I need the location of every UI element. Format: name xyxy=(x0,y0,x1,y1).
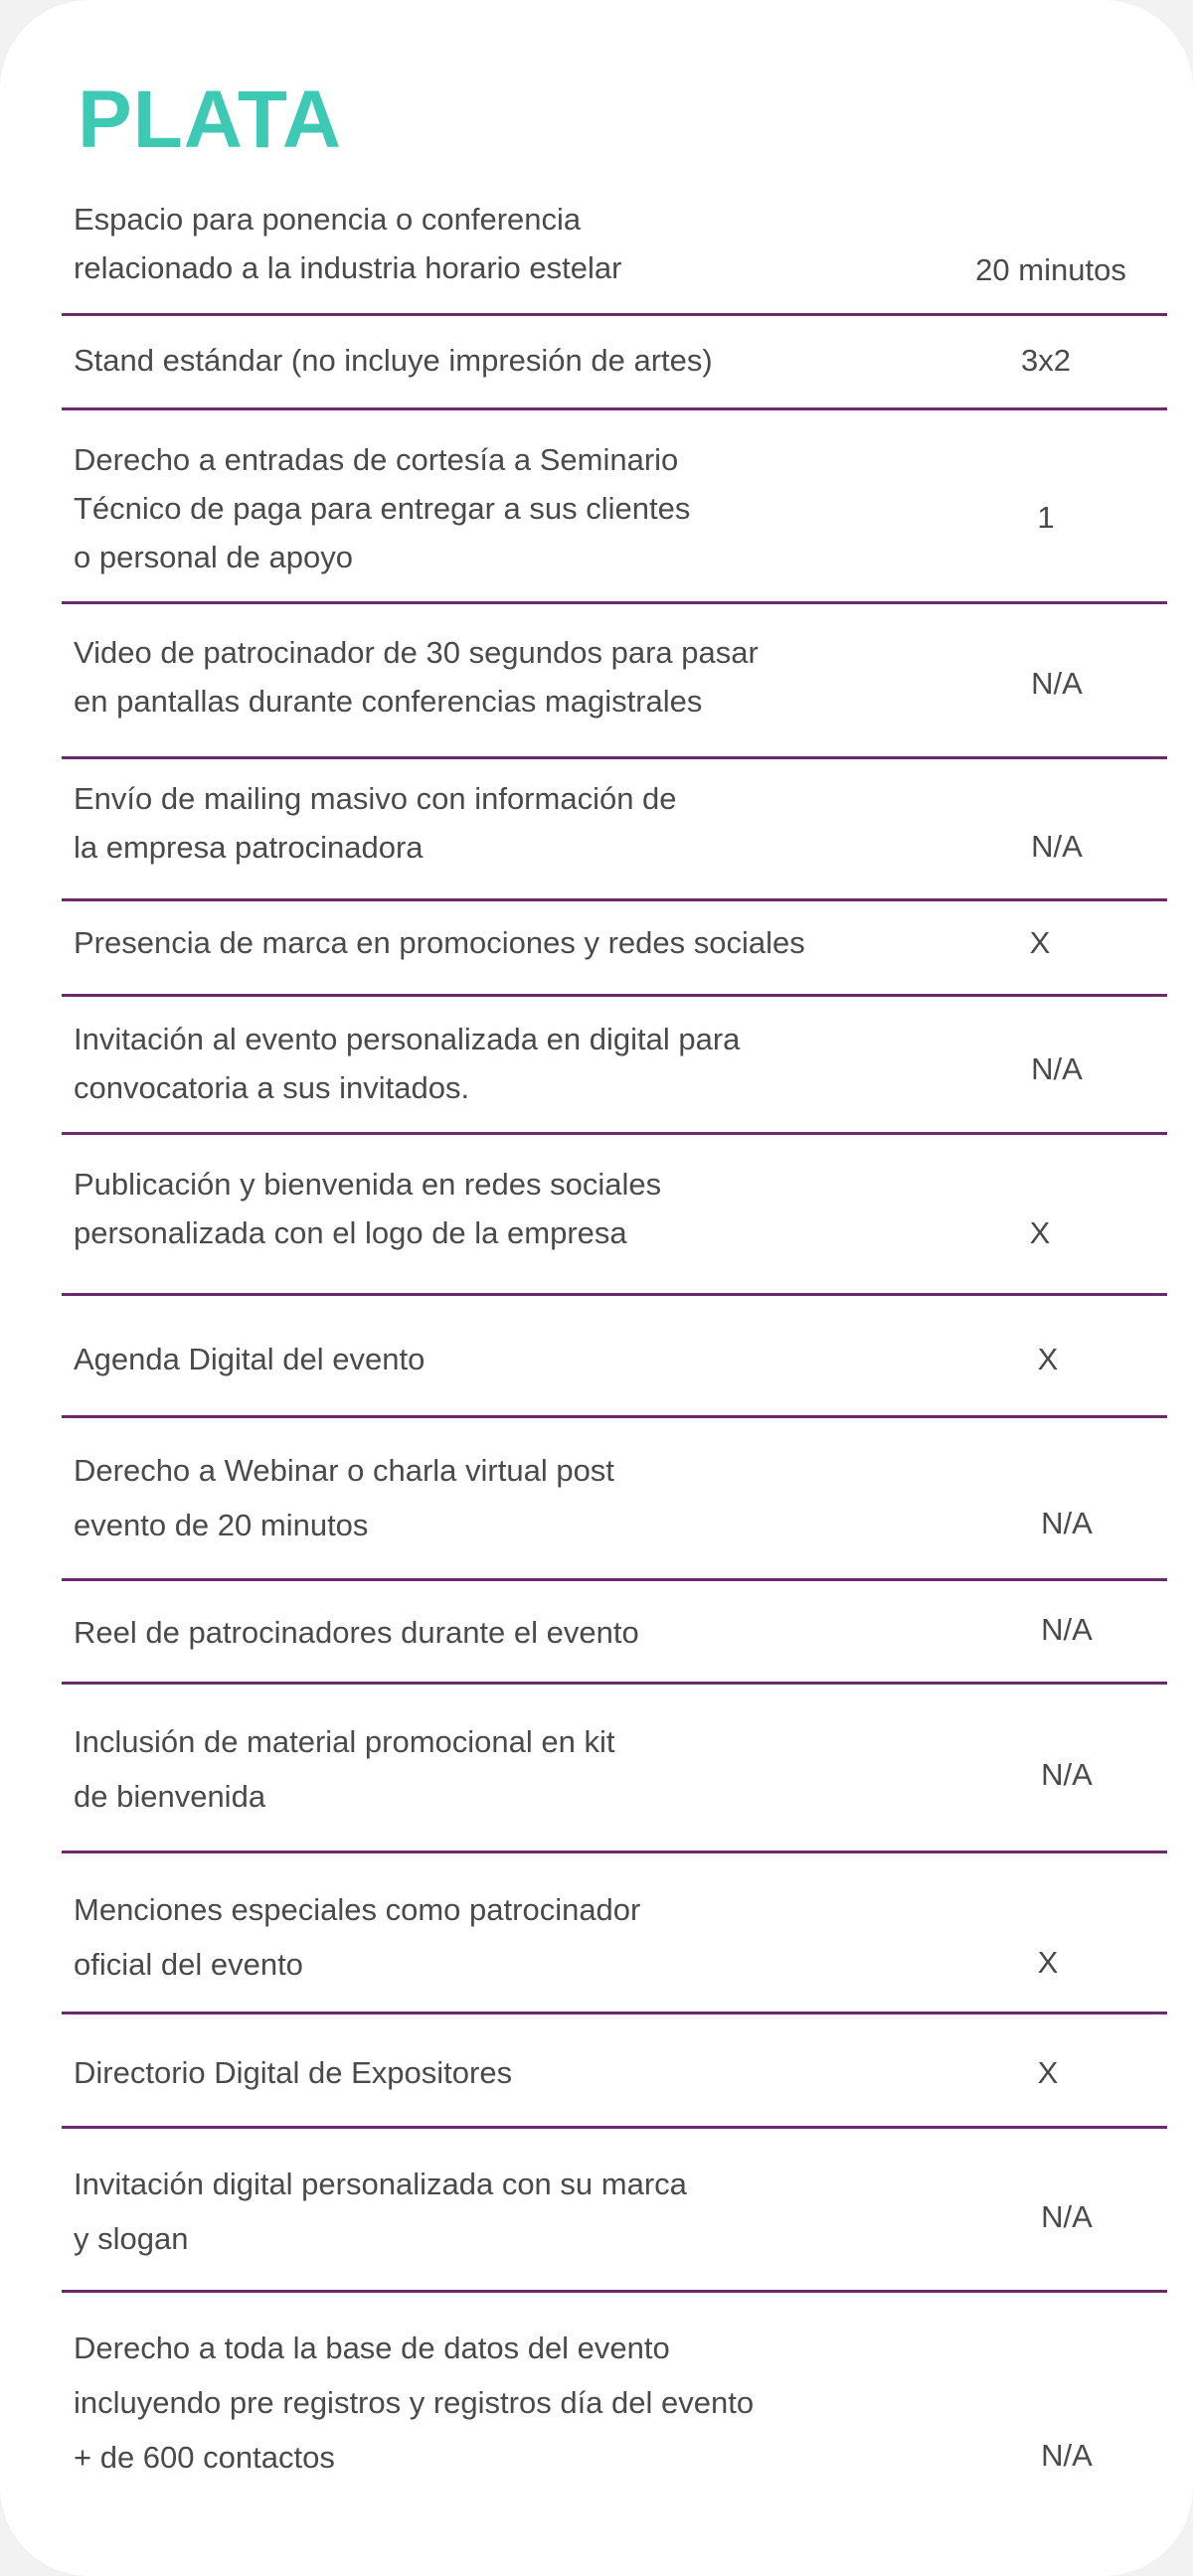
row-description: Stand estándar (no incluye impresión de artes) xyxy=(74,343,713,378)
row-value: 1 xyxy=(1037,500,1055,535)
row-description: Presencia de marca en promociones y redes sociales xyxy=(74,925,805,960)
row-description: Derecho a Webinar o charla virtual post evento de 20 minutos xyxy=(74,1453,614,1542)
row-description: Invitación digital personalizada con su marca y slogan xyxy=(74,2167,687,2256)
row-value: N/A xyxy=(1041,2199,1093,2234)
row-description: Derecho a entradas de cortesía a Seminario Técnico de paga para entregar a sus clientes o personal de apoyo xyxy=(74,442,691,574)
row-description: Agenda Digital del evento xyxy=(74,1342,426,1376)
row-value: X xyxy=(1029,925,1051,960)
plan-title: PLATA xyxy=(78,75,343,165)
row-value: N/A xyxy=(1041,1757,1093,1792)
row-description: Menciones especiales como patrocinador oficial del evento xyxy=(74,1892,641,1982)
row-value: N/A xyxy=(1031,829,1083,864)
row-value: 3x2 xyxy=(1021,343,1071,378)
row-separator xyxy=(62,2012,1167,2014)
row-value: 20 minutos xyxy=(975,252,1126,287)
row-separator xyxy=(62,994,1167,997)
row-description: Video de patrocinador de 30 segundos para pasar en pantallas durante conferencias magistrales xyxy=(74,635,759,719)
row-description: Envío de mailing masivo con información de la empresa patrocinadora xyxy=(74,781,677,865)
row-value: X xyxy=(1037,1342,1059,1376)
row-separator xyxy=(62,1851,1167,1853)
row-description: Invitación al evento personalizada en digital para convocatoria a sus invitados. xyxy=(74,1022,741,1105)
row-description: Directorio Digital de Expositores xyxy=(74,2055,513,2090)
row-value: X xyxy=(1037,1945,1059,1980)
row-description: Inclusión de material promocional en kit de bienvenida xyxy=(74,1724,615,1814)
row-description: Publicación y bienvenida en redes sociales personalizada con el logo de la empresa xyxy=(74,1167,662,1250)
row-description: Derecho a toda la base de datos del evento incluyendo pre registros y registros día del evento + de 600 contactos xyxy=(74,2331,755,2475)
row-description: Espacio para ponencia o conferencia relacionado a la industria horario estelar xyxy=(74,202,622,285)
row-value: X xyxy=(1029,1215,1051,1250)
row-separator xyxy=(62,313,1167,316)
row-value: N/A xyxy=(1041,2438,1093,2473)
row-description: Reel de patrocinadores durante el evento xyxy=(74,1615,639,1650)
row-value: N/A xyxy=(1041,1612,1093,1647)
row-separator xyxy=(62,1682,1167,1685)
row-separator xyxy=(62,1578,1167,1581)
row-separator xyxy=(62,601,1167,604)
row-value: N/A xyxy=(1031,1051,1083,1086)
row-separator xyxy=(62,407,1167,410)
row-separator xyxy=(62,898,1167,901)
row-separator xyxy=(62,1415,1167,1418)
row-separator xyxy=(62,756,1167,759)
row-separator xyxy=(62,2126,1167,2129)
row-value: X xyxy=(1037,2055,1059,2090)
row-value: N/A xyxy=(1031,666,1083,701)
row-separator xyxy=(62,2290,1167,2293)
row-separator xyxy=(62,1132,1167,1135)
row-separator xyxy=(62,1293,1167,1296)
row-value: N/A xyxy=(1041,1506,1093,1540)
